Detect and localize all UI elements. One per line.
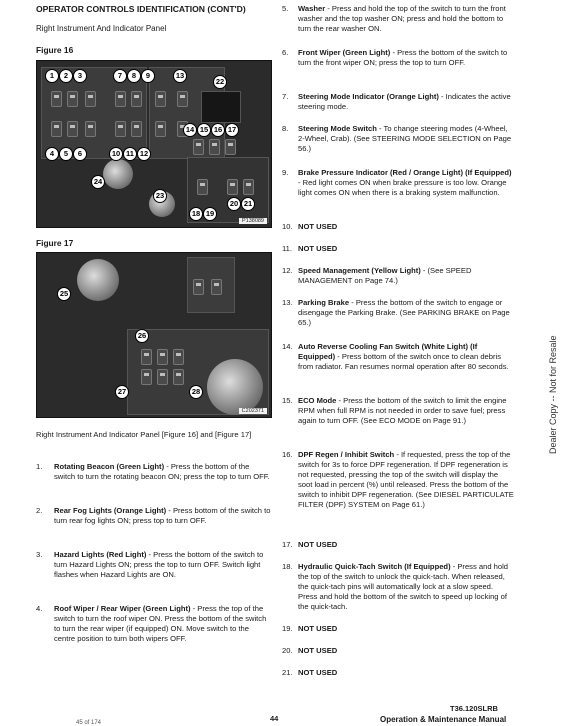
callout-10: 10	[109, 147, 123, 161]
switch	[141, 349, 152, 365]
intro-paragraph: Right Instrument And Indicator Panel [Figure 16] and [Figure 17]	[36, 430, 252, 439]
figure-17-photo	[36, 252, 272, 418]
switch	[173, 349, 184, 365]
callout-25: 25	[57, 287, 71, 301]
callout-27: 27	[115, 385, 129, 399]
callout-17: 17	[225, 123, 239, 137]
page-number: 44	[270, 714, 279, 723]
callout-8: 8	[127, 69, 141, 83]
callout-24: 24	[91, 175, 105, 189]
callout-14: 14	[183, 123, 197, 137]
switch	[131, 121, 142, 137]
switch	[157, 369, 168, 385]
callout-28: 28	[189, 385, 203, 399]
footer-manual-title: Operation & Maintenance Manual	[380, 715, 507, 724]
switch	[197, 179, 208, 195]
manual-page: OPERATOR CONTROLS IDENTIFICATION (CONT'D) Right Instrument And Indicator Panel Figure 16 1 2 3 7 8 9 13 22 14 15 16 17 4 5 6 10 11 12 24 23 18 19 20 21 P138089 Figure 17 25 26 27 28 C202371 Right Instrument And Indicator Panel [Figure 16] and [Figure 17] 1. Rotating Beacon (Green Light) - Press the bottom of the switch to turn the rotating beacon ON; press the top to turn OFF. 2. Rear Fog Lights (Orange Light) - Press bottom of the switch to turn rear fog lights ON; press top to turn OFF. 3. Hazard Lights (Red Light) - Press the bottom of the switch to turn Hazard Lights ON; press the top to turn OFF. Switch light flashes when Hazard Lights are ON. 4. Roof Wiper / Rear Wiper (Green Light) - Press the top of the switch to turn the roof wiper ON. Press the bottom of the switch to turn the rear wiper (if equipped) ON. Move switch to the centre position to turn both wipers OFF. 5. Washer - Press and hold the top of the switch to turn the front washer and the top washer ON; press and hold the bottom to turn the rear washer ON. 6. Front Wiper (Green Light) - Press the bottom of the switch to turn the front wiper ON; press the top to turn OFF. 7. Steering Mode Indicator (Orange Light) - Indicates the active steering mode. 8. Steering Mode Switch - To change steering modes (4-Wheel, 2-Wheel, Crab). (See STEERING MODE SELECTION on Page 56.) 9. Brake Pressure Indicator (Red / Orange Light) (If Equipped) - Red light comes ON when brake pressure is too low. Orange light comes ON when there is a braking system malfunction. 10. NOT USED 11. NOT USED 12. Speed Management (Yellow Light) - (See SPEED MANAGEMENT on Page 74.) 13. Parking Brake - Press the bottom of the switch to engage or disengage the Parking Brake. (See PARKING BRAKE on Page 65.) 14. Auto Reverse Cooling Fan Switch (White Light) (If Equipped) - Press bottom of the switch once to clean debris from radiator. Fan resumes normal operation after 80 seconds. 15. ECO Mode - Press the bottom of the switch to limit the engine RPM when full RPM is not needed in order to save fuel; press again to turn OFF. (See ECO MODE on Page 91.) 16. DPF Regen / Inhibit Switch - If requested, press the top of the switch for 3s to force DPF regeneration. If DPF regeneration is not requested, pressing the top of the switch will display the soot load in percent (%) until released. Press the bottom of the switch to inhibit DPF regeneration. (See DIESEL PARTICULATE FILTER (DPF) SYSTEM on Page 61.) 17. NOT USED 18. Hydraulic Quick-Tach Switch (If Equipped) - Press and hold the top of the switch to unlock the quick-tach. When released, the quick-tach pins will automatically lock at a slow speed. Press and hold the bottom of the switch to speed up locking of the quick-tach. 19. NOT USED 20. NOT USED 21. NOT USED Dealer Copy -- Not for Resale 45 of 174 44 T36.120SLRB Operation & Maintenance Manual	[36, 4, 558, 726]
dealer-copy-watermark: Dealer Copy -- Not for Resale	[548, 335, 558, 454]
switch	[193, 279, 204, 295]
switch	[115, 91, 126, 107]
switch	[155, 91, 166, 107]
callout-4: 4	[45, 147, 59, 161]
rotary-selector-dial	[207, 359, 263, 415]
footer-model: T36.120SLRB	[450, 704, 498, 713]
switch	[51, 121, 62, 137]
switch	[115, 121, 126, 137]
callout-7: 7	[113, 69, 127, 83]
callout-2: 2	[59, 69, 73, 83]
footer-cut-text: 45 of 174	[76, 720, 102, 726]
switch	[177, 91, 188, 107]
figure-16-code: P138089	[239, 218, 267, 224]
callout-22: 22	[213, 75, 227, 89]
callout-23: 23	[153, 189, 167, 203]
switch	[209, 139, 220, 155]
throttle-dial	[77, 259, 119, 301]
switch	[51, 91, 62, 107]
figure-17-label: Figure 17	[36, 238, 74, 248]
callout-18: 18	[189, 207, 203, 221]
callout-16: 16	[211, 123, 225, 137]
callout-15: 15	[197, 123, 211, 137]
callout-12: 12	[137, 147, 151, 161]
callout-13: 13	[173, 69, 187, 83]
callout-20: 20	[227, 197, 241, 211]
steering-indicator-display	[201, 91, 241, 123]
ignition-key-switch	[103, 159, 133, 189]
callout-11: 11	[123, 147, 137, 161]
switch	[141, 369, 152, 385]
switch	[131, 91, 142, 107]
figure-16-photo	[36, 60, 272, 228]
callout-19: 19	[203, 207, 217, 221]
callout-5: 5	[59, 147, 73, 161]
switch	[67, 91, 78, 107]
switch	[225, 139, 236, 155]
switch	[243, 179, 254, 195]
callout-21: 21	[241, 197, 255, 211]
switch	[85, 91, 96, 107]
section-heading: OPERATOR CONTROLS IDENTIFICATION (CONT'D)	[36, 4, 246, 14]
switch	[155, 121, 166, 137]
figure-17-code: C202371	[239, 408, 267, 414]
switch	[211, 279, 222, 295]
switch	[227, 179, 238, 195]
switch	[85, 121, 96, 137]
callout-9: 9	[141, 69, 155, 83]
switch	[193, 139, 204, 155]
callout-26: 26	[135, 329, 149, 343]
callout-1: 1	[45, 69, 59, 83]
callout-6: 6	[73, 147, 87, 161]
section-subheading: Right Instrument And Indicator Panel	[36, 24, 167, 33]
callout-3: 3	[73, 69, 87, 83]
switch	[173, 369, 184, 385]
switch	[157, 349, 168, 365]
switch	[67, 121, 78, 137]
figure-16-label: Figure 16	[36, 45, 74, 55]
